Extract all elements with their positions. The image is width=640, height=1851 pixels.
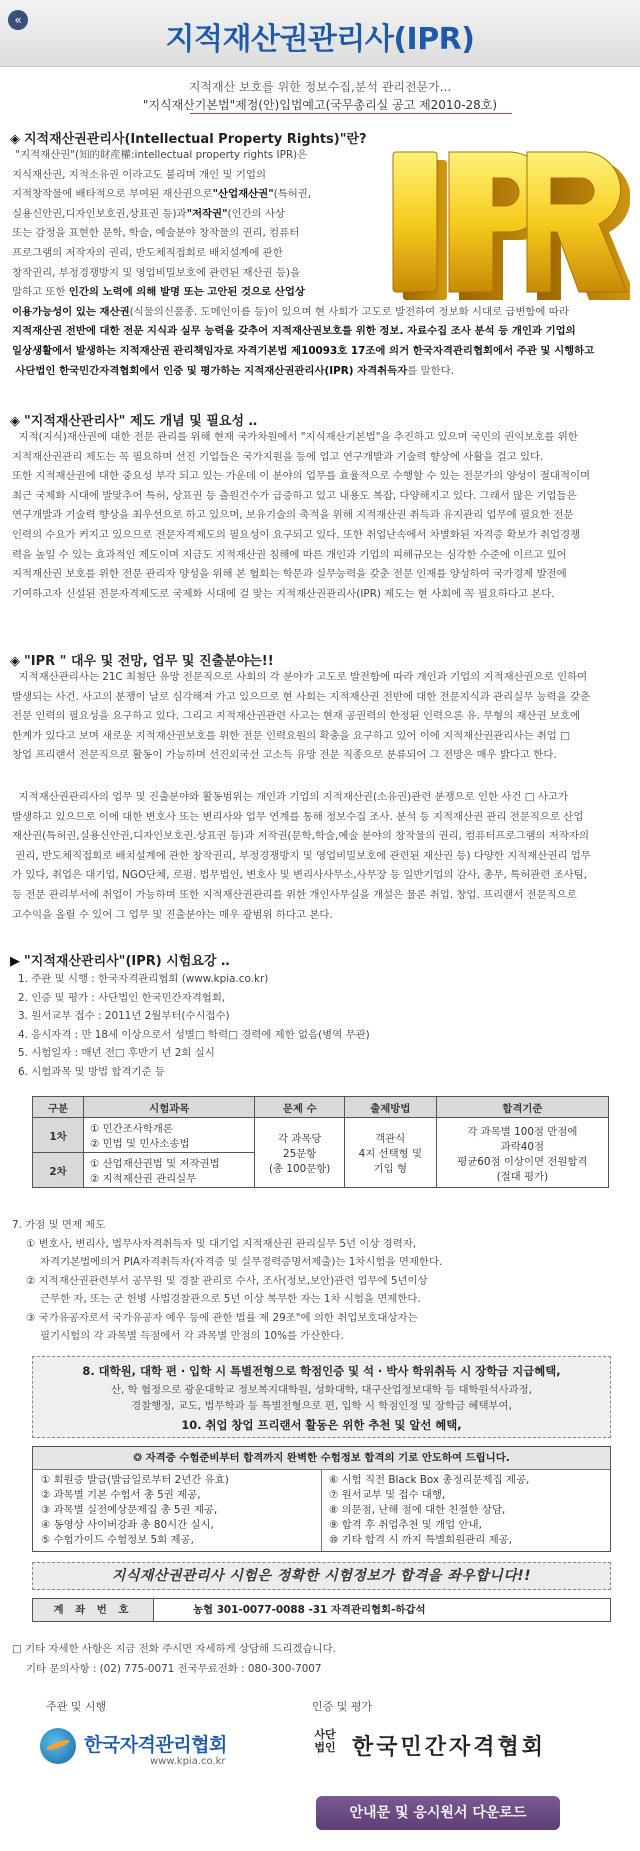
table-header: 시험과목 xyxy=(84,1097,255,1118)
method-cell xyxy=(344,1118,436,1188)
intro-line-1: 지적재산 보호를 위한 정보수집,분석 관리전문가... xyxy=(188,80,452,94)
list-item: ⑤ 수험가이드 수험정보 5회 제공, xyxy=(41,1534,194,1546)
contact-line-2: 기타 문의사항 : (02) 775-0071 전국무료전화 : 080-300-7007 xyxy=(26,1663,322,1675)
download-application-button[interactable]: 안내문 및 응시원서 다운로드 xyxy=(316,1796,560,1830)
cell-line: 과락40점 xyxy=(500,1140,545,1153)
subject-item: ① 민간조사학개론 xyxy=(90,1123,173,1135)
list-item: 4. 응시자격 : 만 18세 이상으로서 성별□ 학력□ 경력에 제한 없음(병역 무관) xyxy=(18,1028,370,1041)
cert-org-name: 한국민간자격협회 xyxy=(352,1735,547,1760)
notice-line: 경찰행정, 교도, 법무학과 등 특별전형으로 편, 입학 시 학점인정 및 장학금 혜택부여, xyxy=(131,1400,512,1412)
list-item: ② 지적재산권관련부서 공무원 및 경찰 관리로 수사, 조사(정보,보안)관련 업무에 5년이상 xyxy=(26,1274,428,1287)
list-item: ⑩ 기타 합격 시 까지 특별회원관리 제공, xyxy=(329,1534,512,1546)
exam-info-list xyxy=(18,970,370,1081)
back-arrow-icon[interactable]: « xyxy=(8,10,28,30)
section1-heading: ◈ 지적재산권관리사(Intellectual Property Rights)"란? xyxy=(10,132,367,147)
list-item: ⑧ 의문점, 난해 점에 대한 친절한 상담, xyxy=(329,1504,506,1516)
list-item: 필기시험의 각 과목별 득점에서 각 과목별 만점의 10%를 가산한다. xyxy=(40,1330,344,1342)
section1-text: "지적재산권"(知的財産權:intellectual property rights IPR)은 지식재산권, 지적소유권 이라고도 불리며 개인 및 기업의 지적창작물에 배타적으로 부여된 재산권으로"산업재산권"(특허권, 실용신안권,디자인보호권,상표권 등)과"저작권"(인간의 사상 또는 감정을 표현한 문학, 학술, 예술분야 창작물의 권리, 컴퓨터 프로그램의 저작자의 권리, 반도체직접회로 배치설계에 관한 창작권리, 부정경쟁방지 및 영업비밀보호에 관련된 재산권 등)을 말하고 또한 인간의 노력에 의해 발명 또는 고안된 것으로 산업상 이용가능성이 있는 재산권(식물의신품종. 도메인이름 등)이 있으며 현 사회가 고도로 발전하여 정보화 시대로 급변함에 따라 지적재산권 전반에 대한 전문 지식과 실무 능력을 갖추어 지적재산권보호를 위한 정보. 자료수집 조사 분석 등 개인과 기업의 일상생활에서 발생하는 지적재산권 관리책임자로 자격기본법 제10093호 17조에 의거 한국자격관리협회에서 주관 및 시행하고 사단법인 한국민간자격협회에서 인증 및 평가하는 지적재산권관리사(IPR) 자격취득자를 말한다. xyxy=(12,149,595,377)
account-label: 계 좌 번 호 xyxy=(33,1599,154,1621)
page-title: 지적재산권관리사(IPR) xyxy=(165,22,475,57)
benefits-box xyxy=(32,1446,611,1552)
section2-heading: ◈ "지적재산관리사" 제도 개념 및 필요성 ‥ xyxy=(10,414,258,429)
table-header: 구분 xyxy=(33,1097,84,1118)
ipr-art-text: IPR xyxy=(385,140,387,141)
section3-heading: ◈ "IPR " 대우 및 전망, 업무 및 진출분야는!! xyxy=(10,654,274,669)
question-count-cell xyxy=(255,1118,344,1188)
list-item: 3. 원서교부 접수 : 2011년 2월부터(수시접수) xyxy=(18,1010,230,1022)
cert-label: 인증 및 평가 xyxy=(312,1700,373,1713)
account-number: 농협 301-0077-0088 -31 자격관리협회-하갑석 xyxy=(193,1604,426,1616)
list-item: 2. 인증 및 평가 : 사단법인 한국민간자격협회, xyxy=(18,991,226,1004)
slogan-banner: 지식재산권관리사 시험은 정확한 시험정보가 합격을 좌우합니다!! xyxy=(32,1562,611,1590)
section3-text-2: 지적재산권관리사의 업무 및 진출분야와 활동범위는 개인과 기업의 지적재산권(소유권)관련 분쟁으로 인한 사건 □ 사고가 발생하고 있으므로 이에 대한 변호사 또는 변리사와 업무 연계를 통해 정보수집 조사. 분석 등 지적재산권 관리 전문직으로 산업 재산권(특허권,실용신안권,디자인보호권.상표권 등)과 저작권(문학,학술,예술 분야의 창작물의 권리, 컴퓨터프로그램의 저작자의 권리, 반도체직접회로 배치설계에 관한 창작권리, 부정경쟁방지 및 영업비밀보호에 관련된 재산권 등) 다양한 지적재산권리 업무 가 있다, 취업은 대기업, NGO단체, 로펌. 법무법인, 변호사 및 변리사사무소,사무장 등 일반기업의 감사, 총무, 특허관련 조사팀, 등 전문 관리부서에 취업이 가능하며 또한 지적재산권관리를 위한 개인사무실을 개설은 물론 취업. 창업. 프리랜서 전문직으로 고수익을 올릴 수 있어 그 업무 및 진출분야는 매우 광범위 하다고 본다. xyxy=(12,791,591,921)
cell-line: (총 100문항) xyxy=(269,1163,331,1175)
table-header: 출제방법 xyxy=(344,1097,436,1118)
list-item: 6. 시험과목 및 방법 합격기준 등 xyxy=(18,1065,165,1078)
section4-heading: ▶ "지적재산관리사"(IPR) 시험요강 ‥ xyxy=(10,954,230,969)
section2-text: 지적(지식)재산권에 대한 전문 관리를 위해 현재 국가차원에서 "지식재산기본법"을 추진하고 있으며 국민의 권익보호를 위한 지적재산권관리 제도는 꼭 필요하며 선진 기업들은 국가지원을 등에 업고 연구개발과 기술력 향상에 사활을 걸고 있다. 또한 지적재산권에 대한 중요성 부각 되고 있는 가운데 이 분야의 업무를 효율적으로 수행할 수 있는 전문가의 양성이 절대적이며 최근 국제화 시대에 발맞추어 특허, 상표권 등 출원건수가 급증하고 있고 내용도 복잡, 다양해지고 있다. 그래서 많은 기업들은 연구개발과 기술력 향상을 최우선으로 하고 있으며, 보유기술의 축적을 위해 지적재산권 취득과 유지관리 업무에 필요한 전문 인력의 수요가 커지고 있으므로 전문자격제도의 필요성이 요구되고 있다. 또한 취업난속에서 차별화된 자격증 확보가 취업경쟁 력을 높일 수 있는 효과적인 제도이며 지금도 지적재산권 침해에 따른 개인과 기업의 피해규모는 심각한 수준에 이르고 있어 지적재산권 보호를 위한 전문 관리자 양성을 위해 본 협회는 학문과 실무능력을 갖춘 전문 인재를 양성하여 국가경제 발전에 기여하고자 신설된 전문자격제도로 국제화 시대에 걸 맞는 지적재산권관리사(IPR) 제도는 현 사회에 꼭 필요하다고 본다. xyxy=(12,431,591,600)
kpia-logo[interactable] xyxy=(40,1726,260,1776)
list-item: 자격기본법에의거 PIA자격취득자(자격증 및 실무경력증명서제출)는 1차시험을 면제한다. xyxy=(40,1256,443,1268)
notice-line: 산, 학 협정으로 광운대학교 정보복지대학원, 성화대학, 대구산업정보대학 등 대학원석사과정, xyxy=(110,1384,533,1396)
list-item: ⑥ 시험 직전 Black Box 총정리문제집 제공, xyxy=(329,1474,530,1486)
cell-line: 각 과목당 xyxy=(277,1133,322,1145)
pass-criteria-cell xyxy=(436,1118,608,1188)
cell-line: 기입 형 xyxy=(373,1163,408,1175)
table-header: 문제 수 xyxy=(255,1097,344,1118)
list-item: 5. 시험일자 : 매년 전□ 후반기 년 2회 실시 xyxy=(18,1047,215,1059)
cell-line: 객관식 xyxy=(375,1133,406,1145)
account-box xyxy=(32,1598,611,1622)
notice-line: 10. 취업 창업 프리랜서 활동은 위한 추천 및 알선 혜택, xyxy=(181,1418,462,1432)
triangle-bullet-icon: ▶ xyxy=(10,954,20,969)
benefits-left-list xyxy=(41,1473,229,1548)
diamond-bullet-icon: ◈ xyxy=(10,132,20,147)
subject-item: ② 지적재산권 관리실무 xyxy=(90,1173,197,1185)
kpca-logo xyxy=(312,1726,612,1766)
header-bar xyxy=(0,0,640,67)
intro-underline xyxy=(190,113,512,114)
subject-item: ① 산업재산권법 및 저작권법 xyxy=(90,1158,220,1170)
section3-text-1: 지적재산관리사는 21C 최첨단 유망 전문직으로 사회의 각 분야가 고도로 발전함에 따라 개인과 기업의 지적재산권으로 인하여 발생되는 사건. 사고의 분쟁이 날로 심각해져 가고 있으므로 현 사회는 지적재산권 전반에 대한 전문지식과 관리실무 능력을 갖춘 전문 인력의 필요성을 요구하고 있다. 그리고 지적재산권관련 사고는 현재 공권력의 한정된 인력으론 유. 무형의 재산권 보호에 한계가 있다고 보며 새로운 지적재산권보호를 위한 전문 인력요원의 확충을 요구하고 있어 이에 지적재산권관리사는 취업 □ 창업 프리랜서 전문직으로 활동이 가능하며 선진외국선 고소득 유망 전문 직종으로 분류되어 그 전망은 매우 밝다고 한다. xyxy=(12,671,591,762)
benefit-notice-box xyxy=(32,1356,611,1438)
table-header: 합격기준 xyxy=(436,1097,608,1118)
benefits-right-list xyxy=(329,1473,529,1548)
host-org-url: www.kpia.co.kr xyxy=(150,1756,226,1767)
list-item: ① 회원증 발급(발급일로부터 2년간 유효) xyxy=(41,1474,229,1486)
exam-table xyxy=(32,1096,609,1188)
list-item: ① 변호사, 변리사, 법무사자격취득자 및 대기업 지적재산권 관리실무 5년 이상 경력자, xyxy=(26,1237,417,1250)
notice-title: 8. 대학원, 대학 편 · 입학 시 특별전형으로 학점인증 및 석 · 박사 학위취득 시 장학금 지급혜택, xyxy=(82,1364,561,1378)
diamond-bullet-icon: ◈ xyxy=(10,654,20,669)
list-item: 근무한 자, 또는 군 헌병 사법경찰관으로 5년 이상 복무한 자는 1차 시험을 면제한다. xyxy=(40,1293,421,1305)
list-item: ④ 동영상 사이버강좌 총 80시간 실시, xyxy=(41,1519,214,1531)
round-cell: 2차 xyxy=(33,1153,84,1188)
globe-icon xyxy=(40,1728,76,1764)
round-cell: 1차 xyxy=(33,1118,84,1153)
list-item: 1. 주관 및 시행 : 한국자격관리협회 (www.kpia.co.kr) xyxy=(18,973,269,985)
contact-line-1: □ 기타 자세한 사항은 지금 전화 주시면 자세하게 상담해 드리겠습니다. xyxy=(12,1643,336,1655)
table-row xyxy=(33,1118,609,1153)
cell-line: 평균60점 이상이면 전원합격 xyxy=(457,1155,588,1168)
subject-cell xyxy=(84,1153,255,1188)
list-item: ⑦ 원서교부 및 접수 대행, xyxy=(329,1489,446,1501)
subject-item: ② 민법 및 민사소송법 xyxy=(90,1138,190,1150)
host-label: 주관 및 시행 xyxy=(46,1700,107,1713)
divider xyxy=(321,1469,322,1551)
cell-line: 25문항 xyxy=(283,1148,317,1160)
bonus-exemption-section xyxy=(12,1216,632,1346)
cell-line: 각 과목별 100점 만점에 xyxy=(467,1125,578,1138)
ipr-3d-logo xyxy=(385,140,630,300)
diamond-bullet-icon: ◈ xyxy=(10,414,20,429)
list-item: ② 과목별 기본 수험서 총 5권 제공, xyxy=(41,1489,201,1501)
intro-line-2: "지식재산기본법"제정(안)입법예고(국무총리실 공고 제2010-28호) xyxy=(142,98,498,112)
benefits-heading: ❂ 자격증 수험준비부터 합격까지 완벽한 수험정보 합격의 기로 안도하여 드립니다. xyxy=(33,1447,610,1470)
list-item: ③ 국가유공자로서 국가유공자 예우 등에 관한 법률 제 29조"에 의한 취업보호대상자는 xyxy=(26,1311,418,1324)
cell-line: (절대 평가) xyxy=(496,1170,549,1183)
cert-org-type: 사단 법인 xyxy=(314,1728,336,1754)
section7-title: 7. 가점 및 면제 제도 xyxy=(12,1219,106,1231)
table-header-row xyxy=(33,1097,609,1118)
list-item: ⑨ 합격 후 취업추천 및 개업 안내, xyxy=(329,1519,482,1531)
cell-line: 4지 선택형 및 xyxy=(358,1148,422,1160)
host-org-name: 한국자격관리협회 xyxy=(84,1734,227,1756)
list-item: ③ 과목별 실전예상문제집 총 5권 제공, xyxy=(41,1504,218,1516)
subject-cell xyxy=(84,1118,255,1153)
